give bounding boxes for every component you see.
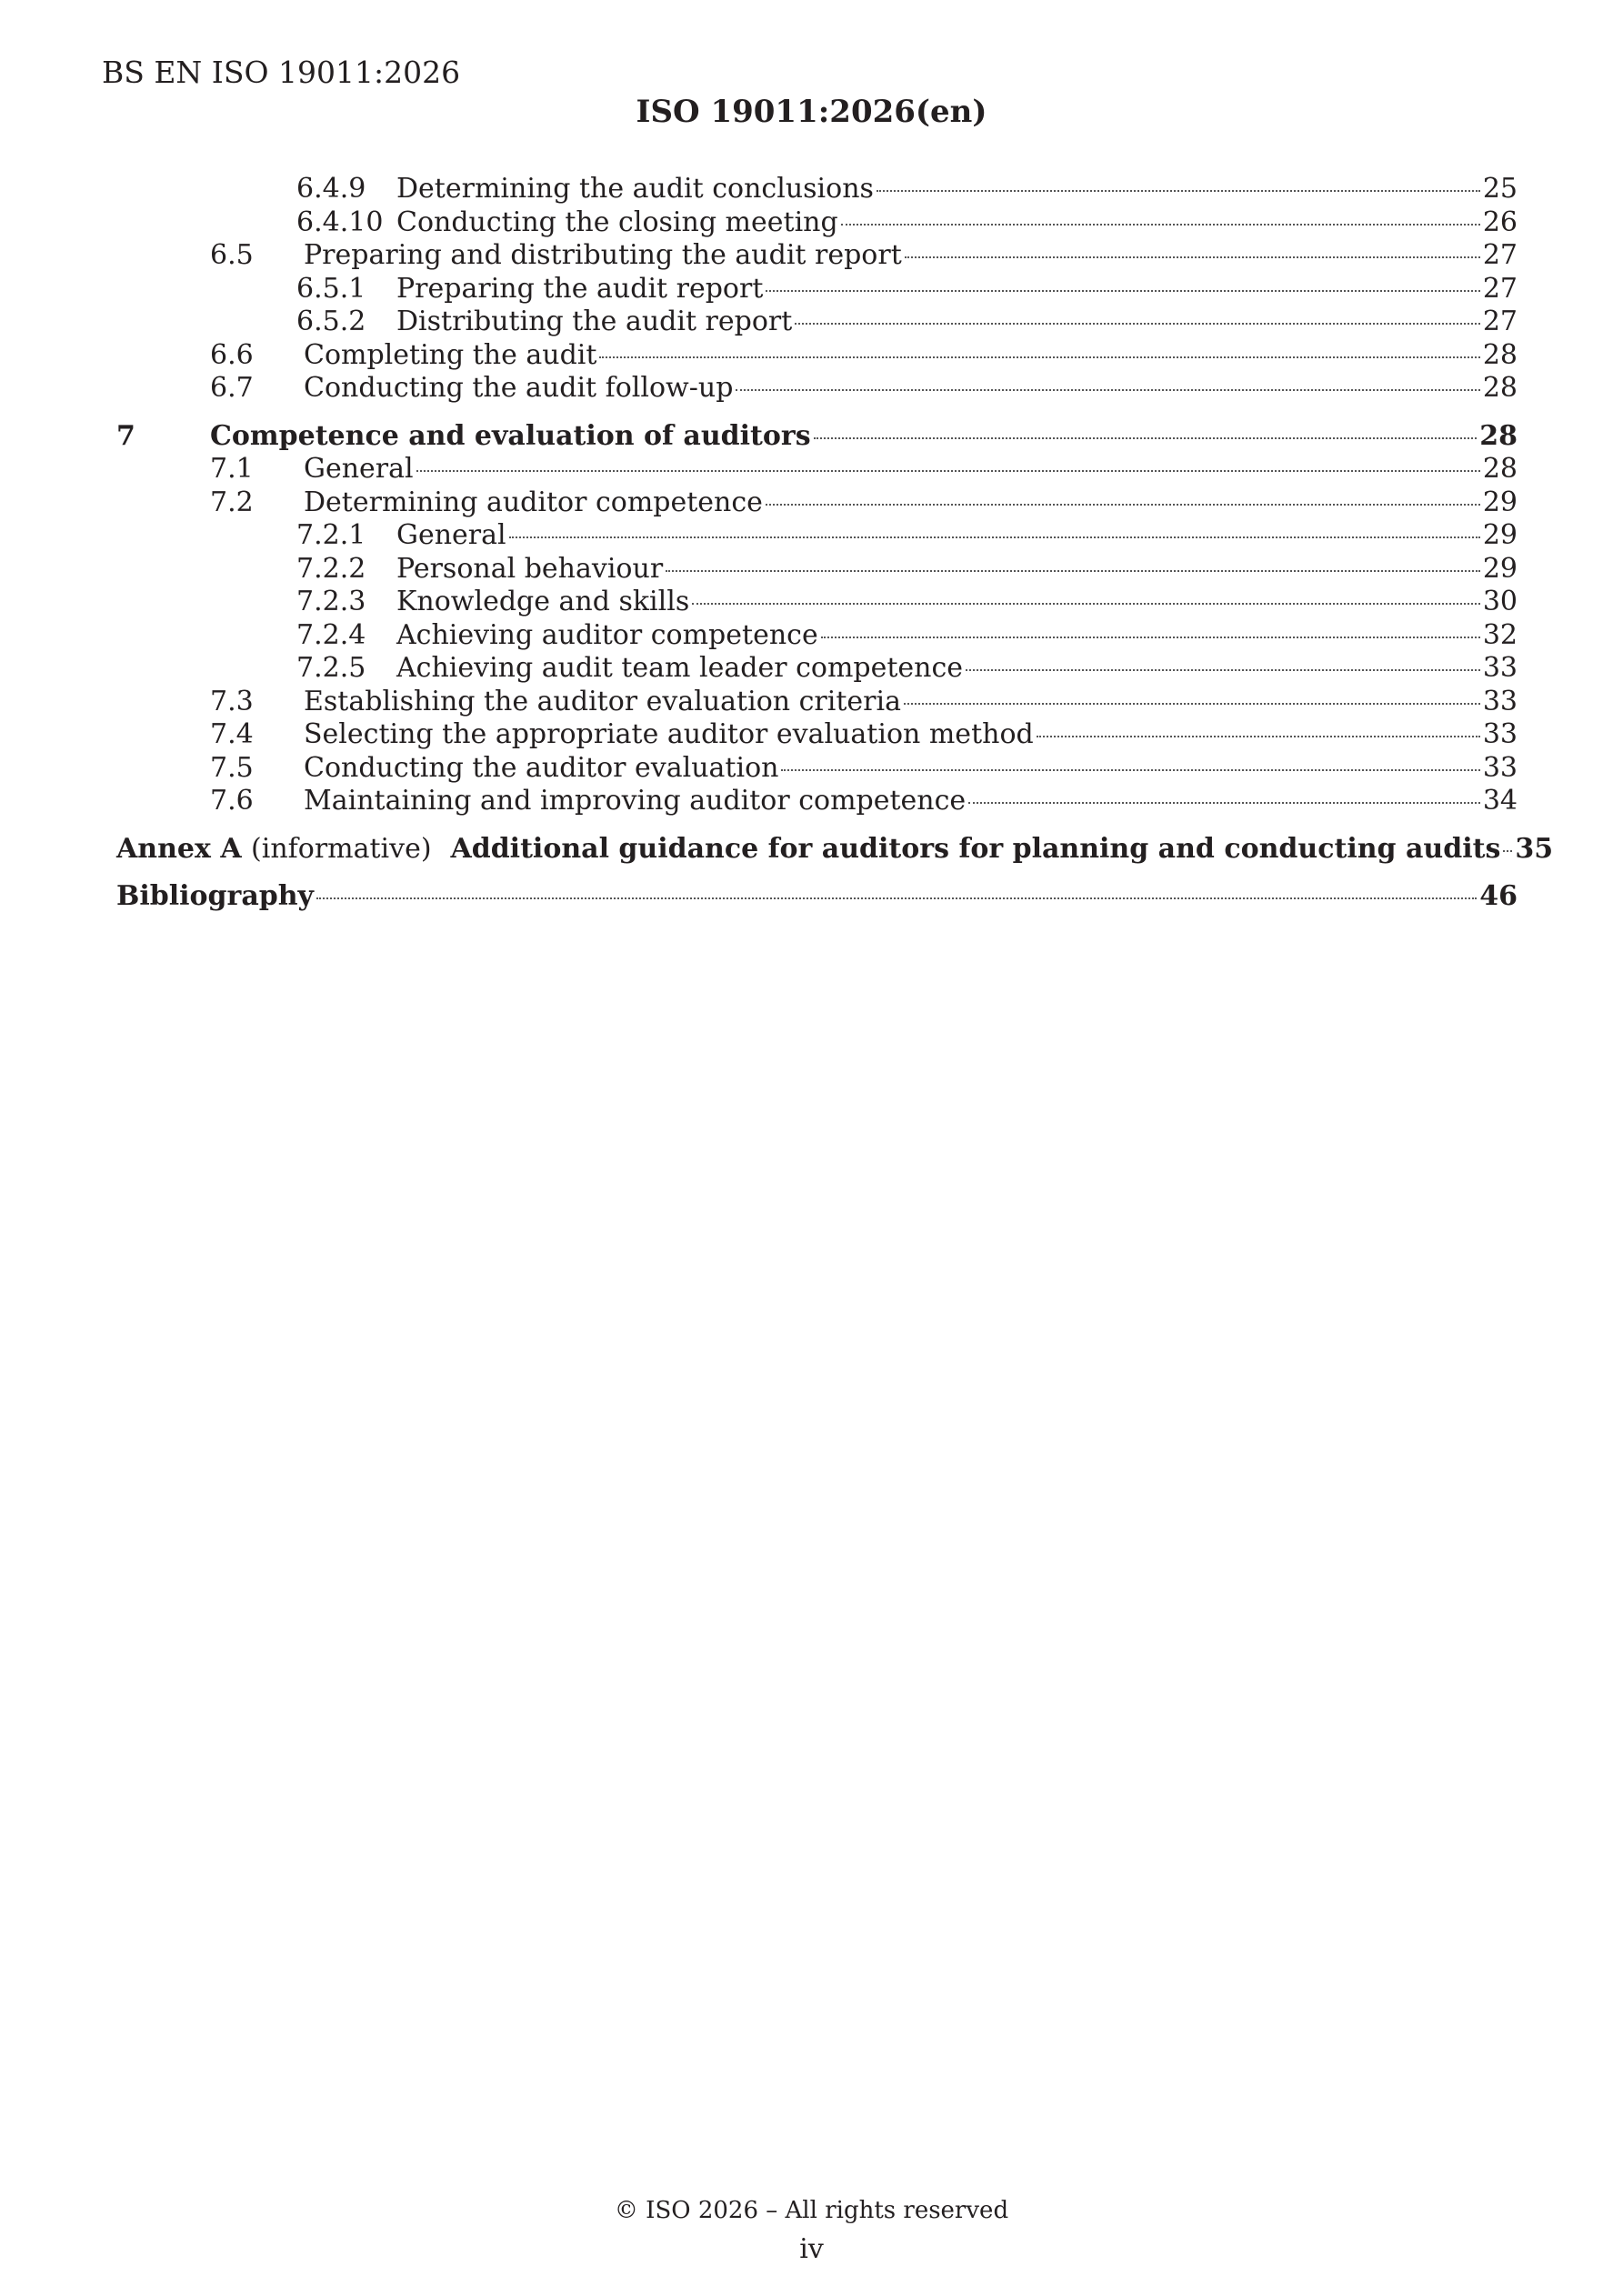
toc-entry-7-2-4[interactable] xyxy=(116,619,1518,653)
toc-entry-title: Bibliography xyxy=(116,880,314,912)
toc-entry-page: 34 xyxy=(1482,785,1518,817)
toc-entry-6-5-1[interactable] xyxy=(116,273,1518,306)
toc-entry-number: 7.2 xyxy=(210,486,254,518)
page-number: iv xyxy=(799,2233,824,2265)
toc-entry-number: 7.2.3 xyxy=(296,586,366,617)
toc-entry-page: 28 xyxy=(1479,419,1518,452)
dot-leader xyxy=(599,356,1479,358)
dot-leader xyxy=(795,323,1480,325)
toc-entry-page: 30 xyxy=(1482,586,1518,617)
dot-leader xyxy=(841,224,1480,226)
toc-entry-title: Achieving auditor competence xyxy=(396,618,818,651)
dot-leader xyxy=(736,389,1479,391)
toc-entry-page: 28 xyxy=(1482,453,1518,485)
toc-entry-page: 35 xyxy=(1515,832,1554,865)
toc-entry-7-4[interactable] xyxy=(116,718,1518,752)
toc-entry-7-5[interactable] xyxy=(116,752,1518,786)
document-identifier: BS EN ISO 19011:2026 xyxy=(102,55,461,90)
toc-entry-7-3[interactable] xyxy=(116,686,1518,719)
toc-entry-number: 7.5 xyxy=(210,751,254,784)
dot-leader xyxy=(766,504,1480,506)
toc-entry-number: 7.2.5 xyxy=(296,652,366,684)
toc-entry-page: 46 xyxy=(1479,880,1518,912)
toc-entry-page: 28 xyxy=(1482,338,1518,371)
toc-entry-number: 7.6 xyxy=(210,785,254,817)
toc-entry-7-6[interactable] xyxy=(116,785,1518,818)
toc-entry-6-4-10[interactable] xyxy=(116,206,1518,240)
toc-entry-title: Maintaining and improving auditor competence xyxy=(304,785,967,817)
toc-entry-title xyxy=(116,833,1500,867)
toc-entry-number: 7.2.4 xyxy=(296,618,366,651)
toc-entry-6-5[interactable] xyxy=(116,239,1518,273)
toc-entry-number: 7.2.1 xyxy=(296,519,366,551)
toc-entry-title: Determining the audit conclusions xyxy=(396,173,874,205)
toc-entry-page: 29 xyxy=(1482,486,1518,518)
toc-entry-number: 7.3 xyxy=(210,685,254,717)
dot-leader xyxy=(666,570,1480,572)
toc-entry-6-5-2[interactable] xyxy=(116,306,1518,339)
dot-leader xyxy=(821,637,1480,638)
toc-entry-title: Conducting the auditor evaluation xyxy=(304,751,779,784)
toc-entry-page: 33 xyxy=(1482,652,1518,684)
dot-leader xyxy=(781,769,1479,771)
toc-entry-number: 6.4.9 xyxy=(296,173,366,205)
standard-title: ISO 19011:2026(en) xyxy=(636,94,987,130)
annex-label: Annex A xyxy=(116,832,242,865)
toc-entry-6-4-9[interactable] xyxy=(116,173,1518,206)
dot-leader xyxy=(509,536,1480,538)
toc-entry-number: 7.1 xyxy=(210,453,254,485)
toc-entry-6-7[interactable] xyxy=(116,372,1518,406)
dot-leader xyxy=(1503,850,1512,852)
toc-entry-page: 28 xyxy=(1482,372,1518,404)
dot-leader xyxy=(814,437,1478,439)
toc-entry-page: 33 xyxy=(1482,751,1518,784)
toc-entry-title: Preparing and distributing the audit report xyxy=(304,239,902,271)
toc-entry-number: 7.4 xyxy=(210,718,254,750)
toc-entry-annex-a[interactable] xyxy=(116,832,1554,867)
toc-entry-title: Completing the audit xyxy=(304,338,597,371)
toc-entry-7-2[interactable] xyxy=(116,486,1518,520)
toc-entry-title: Knowledge and skills xyxy=(396,586,690,617)
annex-title: Additional guidance for auditors for planning and conducting audits xyxy=(450,832,1501,865)
table-of-contents xyxy=(116,173,1554,914)
toc-entry-page: 27 xyxy=(1482,306,1518,337)
dot-leader xyxy=(316,897,1477,899)
dot-leader xyxy=(966,669,1480,671)
toc-entry-number: 6.7 xyxy=(210,372,254,404)
toc-entry-7-1[interactable] xyxy=(116,453,1518,486)
toc-entry-number: 6.6 xyxy=(210,338,254,371)
toc-entry-6-6[interactable] xyxy=(116,339,1518,373)
dot-leader xyxy=(968,802,1480,804)
toc-entry-page: 27 xyxy=(1482,239,1518,271)
toc-entry-title: Preparing the audit report xyxy=(396,272,764,305)
toc-entry-number: 6.4.10 xyxy=(296,206,384,238)
toc-entry-number: 7 xyxy=(116,419,135,452)
toc-entry-page: 29 xyxy=(1482,519,1518,551)
toc-entry-page: 33 xyxy=(1482,718,1518,750)
toc-entry-title: Selecting the appropriate auditor evaluation method xyxy=(304,718,1034,750)
toc-entry-7-2-5[interactable] xyxy=(116,652,1518,686)
dot-leader xyxy=(416,470,1480,472)
toc-entry-number: 6.5.1 xyxy=(296,272,366,305)
toc-entry-page: 33 xyxy=(1482,685,1518,717)
toc-entry-title: Determining auditor competence xyxy=(304,486,763,518)
toc-entry-7-2-3[interactable] xyxy=(116,586,1518,619)
toc-entry-page: 32 xyxy=(1482,618,1518,651)
dot-leader xyxy=(766,290,1479,292)
toc-entry-title: Achieving audit team leader competence xyxy=(396,652,964,684)
toc-entry-title: Conducting the closing meeting xyxy=(396,206,838,238)
toc-entry-bibliography[interactable] xyxy=(116,880,1518,914)
toc-entry-7-2-1[interactable] xyxy=(116,519,1518,553)
toc-entry-number: 6.5.2 xyxy=(296,306,366,337)
toc-entry-page: 29 xyxy=(1482,552,1518,585)
toc-entry-title: Conducting the audit follow-up xyxy=(304,372,734,404)
toc-entry-title: General xyxy=(396,519,506,551)
toc-entry-title: Establishing the auditor evaluation criteria xyxy=(304,685,901,717)
dot-leader xyxy=(877,190,1480,192)
copyright-notice: © ISO 2026 – All rights reserved xyxy=(614,2197,1009,2224)
dot-leader xyxy=(1037,736,1480,737)
toc-entry-page: 25 xyxy=(1482,173,1518,205)
toc-entry-7-2-2[interactable] xyxy=(116,553,1518,587)
toc-entry-7[interactable] xyxy=(116,420,1518,454)
toc-entry-title: Personal behaviour xyxy=(396,552,664,585)
dot-leader xyxy=(905,256,1480,258)
toc-entry-title: Distributing the audit report xyxy=(396,306,793,337)
dot-leader xyxy=(692,603,1480,605)
toc-entry-page: 27 xyxy=(1482,272,1518,305)
toc-entry-number: 6.5 xyxy=(210,239,254,271)
toc-entry-number: 7.2.2 xyxy=(296,552,366,585)
dot-leader xyxy=(904,703,1480,705)
annex-informative-label: (informative) xyxy=(251,832,432,865)
toc-entry-title: Competence and evaluation of auditors xyxy=(210,419,811,452)
toc-entry-title: General xyxy=(304,453,414,485)
toc-entry-page: 26 xyxy=(1482,206,1518,238)
